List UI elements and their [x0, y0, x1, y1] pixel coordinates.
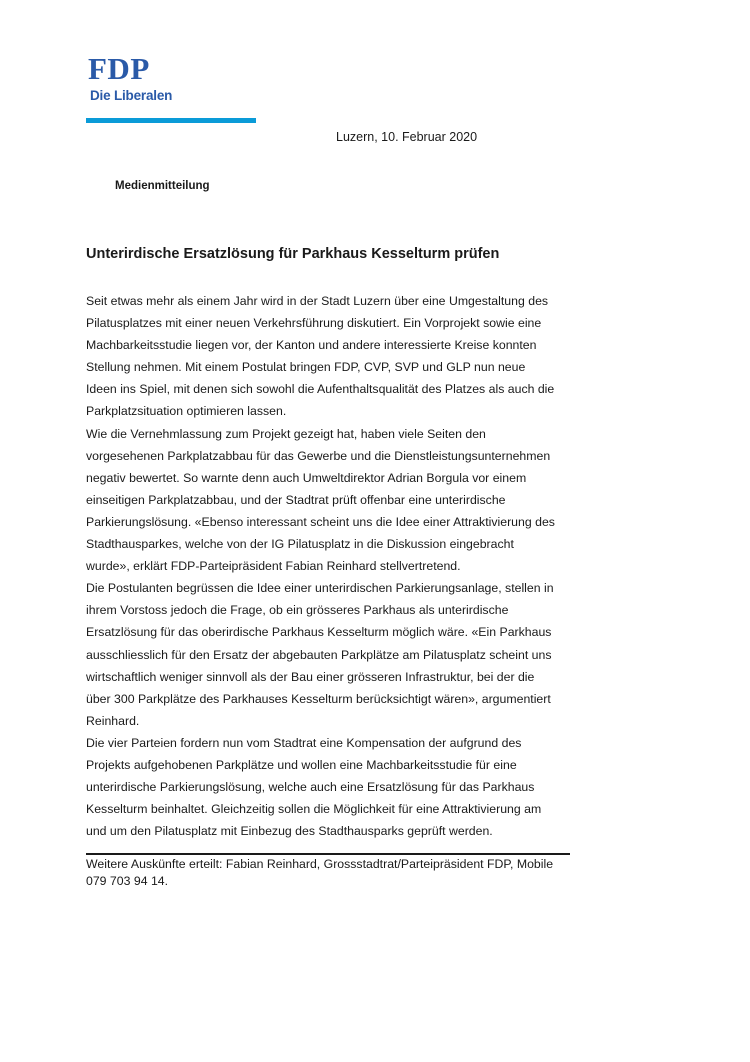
text-line: ihrem Vorstoss jedoch die Frage, ob ein grösseres Parkhaus als unterirdische	[86, 603, 509, 618]
text-line: über 300 Parkplätze des Parkhauses Kesselturm berücksichtigt wären», argumentiert	[86, 691, 551, 706]
text-line: Stellung nehmen. Mit einem Postulat bringen FDP, CVP, SVP und GLP nun neue	[86, 360, 526, 375]
text-line: ausschliesslich für den Ersatz der abgebauten Parkplätze am Pilatusplatz scheint uns	[86, 647, 552, 662]
text-line: Ideen ins Spiel, mit denen sich sowohl die Aufenthaltsqualität des Platzes als auch die	[86, 382, 555, 397]
logo-subtitle: Die Liberalen	[90, 88, 173, 103]
logo-mark: FDP	[88, 51, 150, 86]
date-line: Luzern, 10. Februar 2020	[336, 130, 478, 144]
text-line: unterirdische Parkierungslösung, welche auch eine Ersatzlösung für das Parkhaus	[86, 780, 535, 795]
text-line: Kesselturm beinhaltet. Gleichzeitig sollen die Möglichkeit für eine Attraktivierung am	[86, 802, 542, 817]
text-line: Die Postulanten begrüssen die Idee einer unterirdischen Parkierungsanlage, stellen in	[86, 581, 554, 596]
text-line: Stadthausparkes, welche von der IG Pilatusplatz in die Diskussion eingebracht	[86, 537, 514, 552]
footer-line: Weitere Auskünfte erteilt: Fabian Reinhard, Grossstadtrat/Parteipräsident FDP, Mobile	[86, 857, 554, 871]
text-line: Projekts aufgehobenen Parkplätze und wollen eine Machbarkeitsstudie für eine	[86, 757, 517, 772]
text-line: Ersatzlösung für das oberirdische Parkhaus Kesselturm möglich wäre. «Ein Parkhaus	[86, 625, 552, 640]
body-text	[86, 290, 576, 842]
logo	[88, 51, 173, 103]
footer-line: 079 703 94 14.	[86, 874, 169, 888]
logo-accent-bar	[86, 118, 256, 123]
text-line: Seit etwas mehr als einem Jahr wird in der Stadt Luzern über eine Umgestaltung des	[86, 294, 549, 308]
paragraph	[86, 290, 576, 423]
paragraph	[86, 423, 576, 578]
paragraph	[86, 732, 576, 842]
text-line: Parkplatzsituation optimieren lassen.	[86, 404, 287, 419]
paragraph	[86, 577, 576, 732]
footer-divider	[86, 853, 570, 855]
text-line: Die vier Parteien fordern nun vom Stadtrat eine Kompensation der aufgrund des	[86, 735, 522, 750]
text-line: Wie die Vernehmlassung zum Projekt gezeigt hat, haben viele Seiten den	[86, 426, 486, 441]
text-line: wirtschaftlich weniger sinnvoll als der Bau einer grösseren Infrastruktur, bei der die	[86, 669, 535, 684]
text-line: Parkierungslösung. «Ebenso interessant scheint uns die Idee einer Attraktivierung des	[86, 514, 555, 529]
contact-footer	[86, 856, 586, 890]
text-line: negativ bewertet. So warnte denn auch Umweltdirektor Adrian Borgula vor einem	[86, 470, 527, 485]
text-line: vorgesehenen Parkplatzabbau für das Gewerbe und die Dienstleistungsunternehmen	[86, 448, 551, 463]
text-line: einseitigen Parkplatzabbau, und der Stadtrat prüft offenbar eine unterirdische	[86, 492, 506, 507]
text-line: Pilatusplatzes mit einer neuen Verkehrsführung diskutiert. Ein Vorprojekt sowie eine	[86, 316, 542, 331]
text-line: Reinhard.	[86, 713, 140, 728]
text-line: wurde», erklärt FDP-Parteipräsident Fabian Reinhard stellvertretend.	[86, 559, 461, 574]
headline: Unterirdische Ersatzlösung für Parkhaus Kesselturm prüfen	[86, 246, 500, 262]
text-line: und um den Pilatusplatz mit Einbezug des Stadthausparks geprüft werden.	[86, 824, 493, 839]
text-line: Machbarkeitsstudie liegen vor, der Kanton und andere interessierte Kreise konnten	[86, 338, 537, 353]
document-type-label: Medienmitteilung	[115, 180, 210, 192]
